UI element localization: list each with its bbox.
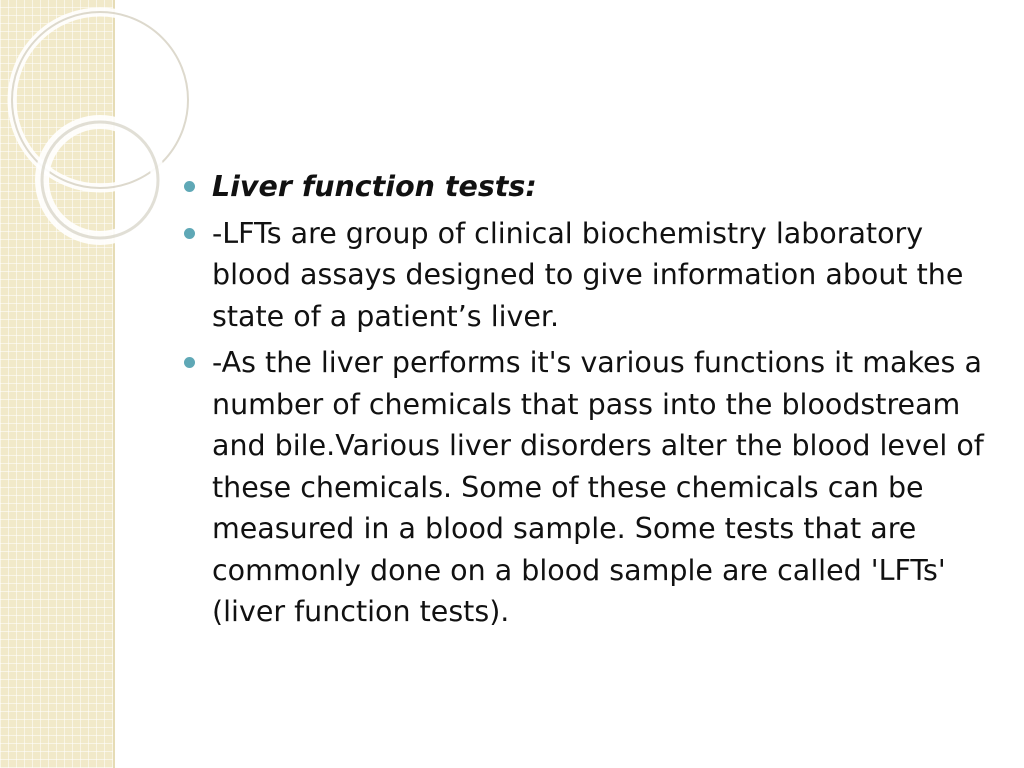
bullet-list <box>178 166 998 633</box>
bullet-explanation-text: -As the liver performs it's various functions it makes a number of chemicals that pass into the bloodstream and bile.Various liver disorders alter the blood level of these chemicals. Some of these chemicals can be measured in a blood sample. Some tests that are commonly done on a blood sample are called 'LFTs' (liver function tests). <box>212 346 984 628</box>
bullet-item-heading <box>178 166 998 208</box>
bullet-item-definition <box>178 213 998 338</box>
decorative-side-strip <box>0 0 113 768</box>
bullet-dot-icon <box>184 228 195 239</box>
side-strip-edge <box>113 0 115 768</box>
bullet-dot-icon <box>184 357 195 368</box>
bullet-item-explanation <box>178 342 998 633</box>
slide-content <box>178 166 998 638</box>
bullet-dot-icon <box>184 181 195 192</box>
bullet-heading-text: Liver function tests: <box>212 170 537 203</box>
bullet-definition-text: -LFTs are group of clinical biochemistry laboratory blood assays designed to give information about the state of a patient’s liver. <box>212 216 964 333</box>
